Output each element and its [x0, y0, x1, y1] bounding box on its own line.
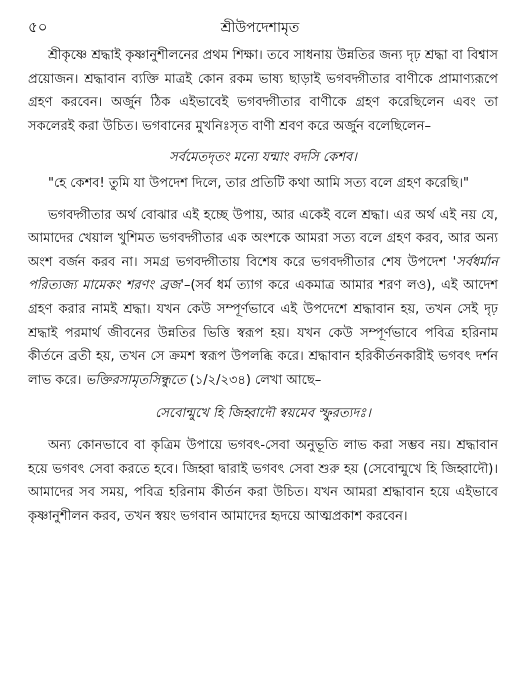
- quote-translation: "হে কেশব! তুমি যা উপদেশ দিলে, তার প্রতিটি কথা আমি সত্য বলে গ্রহণ করেছি।": [48, 175, 469, 191]
- gita-quote: 'সর্বধর্মান পরিত্যজ্য মামেকং শরণং ব্রজ': [28, 254, 498, 294]
- page-number: ৫০: [28, 18, 48, 36]
- paragraph-2: [28, 204, 498, 393]
- paragraph-2-text-a: ভগবদ্গীতার অর্থ বোঝার এই হচ্ছে উপায়, আর একেই বলে শ্রদ্ধা। এর অর্থ এই নয় যে, আমাদের খেয়াল খুশিমত ভগবদ্গীতার এক অংশকে আমরা সত্য বলে গ্রহণ করব, আর অন্য অংশ বর্জন করব না। সমগ্র ভগবদ্গীতায় বিশেষ করে ভগবদ্গীতার শেষ উপদেশ: [28, 207, 498, 270]
- source-title: ভক্তিরসামৃতসিন্ধুতে: [85, 372, 186, 388]
- sanskrit-verse-1: সর্বমেতদৃতং মন্যে যন্মাং বদসি কেশব।: [169, 150, 357, 166]
- paragraph-2-text-c: (১/২/২৩৪) লেখা আছে–: [185, 372, 322, 388]
- paragraph-3: অন্য কোনভাবে বা কৃত্রিম উপায়ে ভগবৎ-সেবা অনুভূতি লাভ করা সম্ভব নয়। শ্রদ্ধাবান হয়ে ভগবৎ সেবা করতে হবে। জিহ্বা দ্বারাই ভগবৎ সেবা শুরু হয় (সেবোন্মুখে হি জিহ্বাদৌ)। আমাদের সব সময়, পবিত্র হরিনাম কীর্তন করা উচিত। যখন আমরা শ্রদ্ধাবান হয়ে এইভাবে কৃষ্ণানুশীলন করব, তখন স্বয়ং ভগবান আমাদের হৃদয়ে আত্মপ্রকাশ করবেন।: [28, 437, 498, 524]
- running-title: শ্রীউপদেশামৃত: [220, 20, 300, 36]
- paragraph-1: শ্রীকৃষ্ণে শ্রদ্ধাই কৃষ্ণানুশীলনের প্রথম শিক্ষা। তবে সাধনায় উন্নতির জন্য দৃঢ় শ্রদ্ধা বা বিশ্বাস প্রয়োজন। শ্রদ্ধাবান ব্যক্তি মাত্রই কোন রকম ভাষ্য ছাড়াই ভগবদ্গীতার বাণীকে প্রামাণ্যরূপে গ্রহণ করবেন। অর্জুন ঠিক এইভাবেই ভগবদ্গীতার বাণীকে গ্রহণ করেছিলেন এবং তা সকলেরই করা উচিত। ভগবানের মুখনিঃসৃত বাণী শ্রবণ করে অর্জুন বলেছিলেন–: [28, 48, 498, 134]
- page-body: [28, 44, 498, 528]
- paragraph-2-text-b: –(সর্ব ধর্ম ত্যাগ করে একমাত্র আমার শরণ লও), এই আদেশ গ্রহণ করার নামই শ্রদ্ধা। যখন কেউ সম্পূর্ণভাবে এই উপদেশে শ্রদ্ধাবান হয়, তখন সেই দৃঢ় শ্রদ্ধাই পরমার্থ জীবনের উন্নতির ভিত্তি স্বরূপ হয়। যখন কেউ সম্পূর্ণভাবে পবিত্র হরিনাম কীর্তনে ব্রতী হয়, তখন সে ক্রমশ স্বরূপ উপলব্ধি করে। শ্রদ্ধাবান হরিকীর্তনকারীই ভগবৎ দর্শন লাভ করে।: [28, 278, 498, 388]
- sanskrit-verse-2: সেবোন্মুখে হি জিহ্বাদৌ স্বয়মেব স্ফুরত্যদঃ।: [155, 406, 371, 422]
- page-header: [28, 16, 492, 38]
